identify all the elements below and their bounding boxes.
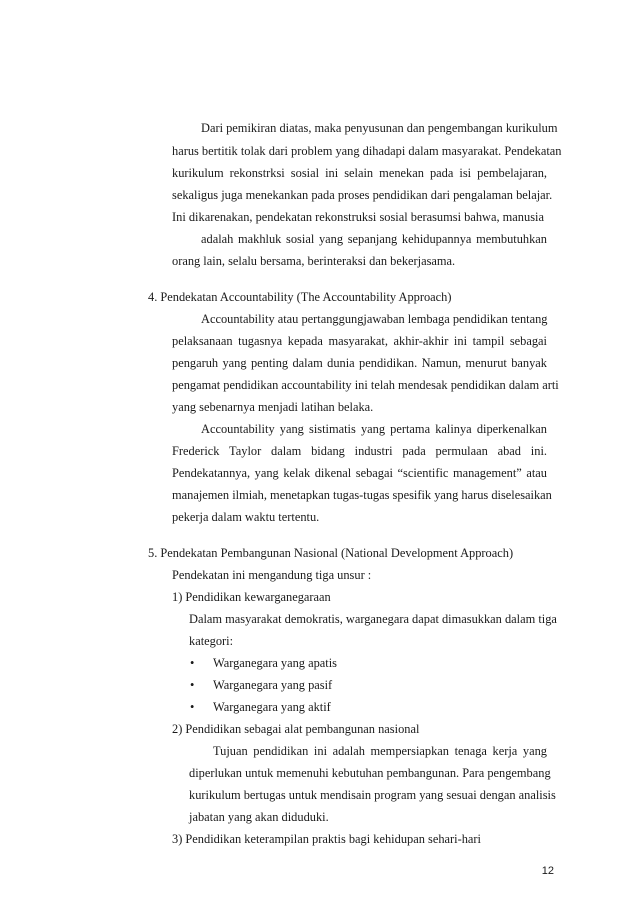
para1-line-2: harus bertitik tolak dari problem yang dihadapi dalam masyarakat. Pendekatan [172,144,562,158]
section5-item1-bullet-3: Warganegara yang aktif [213,700,331,714]
bullet-icon: • [190,678,195,692]
section5-item1-title: 1) Pendidikan kewarganegaraan [172,590,331,604]
section4-para2-line-5: pekerja dalam waktu tertentu. [172,510,320,524]
section5-item1-bullet-1: Warganegara yang apatis [213,656,337,670]
section4-heading: 4. Pendekatan Accountability (The Accountability Approach) [148,290,452,304]
section4-para2-line-4: manajemen ilmiah, menetapkan tugas-tugas spesifik yang harus diselesaikan [172,488,552,502]
section5-item2-line-2: diperlukan untuk memenuhi kebutuhan pembangunan. Para pengembang [189,766,551,780]
para1-line-3: kurikulum rekonstrksi sosial ini selain menekan pada isi pembelajaran, [172,166,547,180]
para1-line-6: adalah makhluk sosial yang sepanjang kehidupannya membutuhkan [201,232,547,246]
section4-para2-line-1: Accountability yang sistimatis yang pertama kalinya diperkenalkan [201,422,547,436]
para1-line-7: orang lain, selalu bersama, berinteraksi dan bekerjasama. [172,254,456,268]
page-number: 12 [541,865,554,877]
section4-para1-line-5: yang sebenarnya menjadi latihan belaka. [172,400,374,414]
section4-para2-line-2: Frederick Taylor dalam bidang industri pada permulaan abad ini. [172,444,547,458]
section5-item1-line-2: kategori: [189,634,234,648]
bullet-icon: • [190,656,195,670]
section5-item2-title: 2) Pendidikan sebagai alat pembangunan nasional [172,722,420,736]
section5-intro: Pendekatan ini mengandung tiga unsur : [172,568,372,582]
bullet-icon: • [190,700,195,714]
section5-item2-line-4: jabatan yang akan diduduki. [189,810,329,824]
section5-heading: 5. Pendekatan Pembangunan Nasional (National Development Approach) [148,546,514,560]
section4-para1-line-2: pelaksanaan tugasnya kepada masyarakat, akhir-akhir ini tampil sebagai [172,334,547,348]
section4-para1-line-4: pengamat pendidikan accountability ini telah mendesak pendidikan dalam arti [172,378,559,392]
para1-line-1: Dari pemikiran diatas, maka penyusunan dan pengembangan kurikulum [201,121,558,135]
section5-item1-line-1: Dalam masyarakat demokratis, warganegara dapat dimasukkan dalam tiga [189,612,557,626]
section5-item2-line-3: kurikulum bertugas untuk mendisain program yang sesuai dengan analisis [189,788,556,802]
para1-line-4: sekaligus juga menekankan pada proses pendidikan dari pengalaman belajar. [172,188,553,202]
para1-line-5: Ini dikarenakan, pendekatan rekonstruksi sosial berasumsi bahwa, manusia [172,210,544,224]
section4-para2-line-3: Pendekatannya, yang kelak dikenal sebagai “scientific management” atau [172,466,547,480]
section4-para1-line-1: Accountability atau pertanggungjawaban lembaga pendidikan tentang [201,312,548,326]
section5-item2-line-1: Tujuan pendidikan ini adalah mempersiapkan tenaga kerja yang [213,744,547,758]
section5-item1-bullet-2: Warganegara yang pasif [213,678,333,692]
section4-para1-line-3: pengaruh yang penting dalam dunia pendidikan. Namun, menurut banyak [172,356,547,370]
section5-item3-title: 3) Pendidikan keterampilan praktis bagi kehidupan sehari-hari [172,832,481,846]
